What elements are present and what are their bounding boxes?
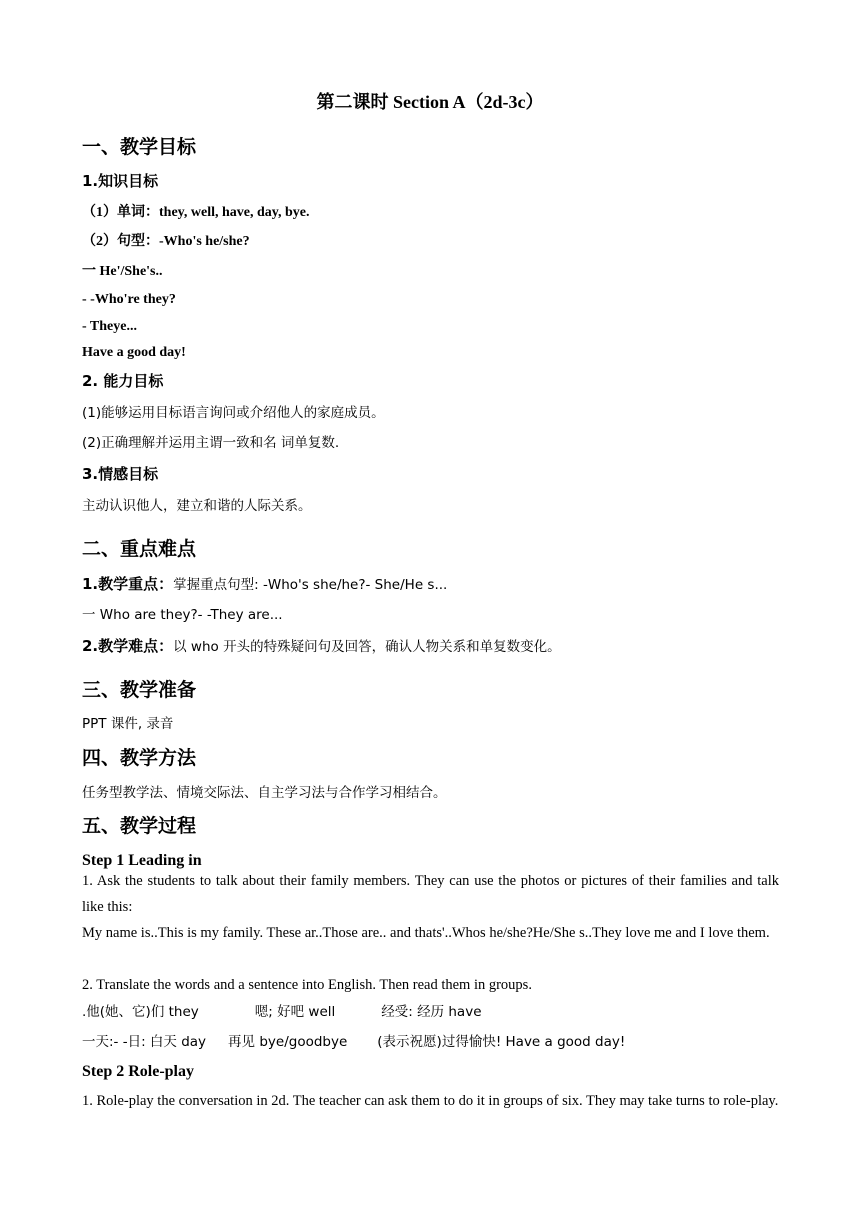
- vocab-row-2: [82, 1034, 625, 1050]
- difficulty-text: 以 who 开头的特殊疑问句及回答，确认人物关系和单复数变化。: [173, 639, 561, 655]
- vocab-day: 一天:- -日: 白天 day: [82, 1034, 207, 1050]
- step-2-paragraph-1: 1. Role-play the conversation in 2d. The teacher can ask them to do it in groups of six. They may take turns to role-play.: [82, 1093, 779, 1109]
- ability-objective-title: 2. 能力目标: [82, 372, 164, 390]
- methods-text: 任务型教学法、情境交际法、自主学习法与合作学习相结合。: [82, 785, 447, 801]
- step-1-paragraph-3: 2. Translate the words and a sentence into English. Then read them in groups.: [82, 977, 532, 993]
- difficulty-line: [82, 637, 561, 656]
- section-heading-methods: 四、教学方法: [82, 747, 197, 769]
- key-point-label: 1.教学重点：: [82, 575, 174, 593]
- section-heading-key-points: 二、重点难点: [82, 538, 197, 560]
- knowledge-line-6: Have a good day!: [82, 345, 186, 360]
- difficulty-label: 2.教学难点：: [82, 637, 174, 655]
- key-point-line-2: 一 Who are they?- -They are...: [82, 607, 283, 623]
- preparation-text: PPT 课件, 录音: [82, 716, 174, 732]
- knowledge-vocab-line: （1）单词：they, well, have, day, bye.: [82, 205, 310, 220]
- vocab-row-1: [82, 1004, 482, 1020]
- vocab-well: 嗯; 好吧 well: [254, 1004, 336, 1020]
- vocab-have: 经受: 经历 have: [381, 1004, 482, 1020]
- step-1-title: Step 1 Leading in: [82, 852, 202, 869]
- section-heading-process: 五、教学过程: [82, 815, 197, 837]
- emotion-objective-title: 3.情感目标: [82, 465, 159, 483]
- key-point-text: 掌握重点句型: -Who's she/he?- She/He s...: [173, 577, 448, 593]
- step-1-paragraph-1: 1. Ask the students to talk about their family members. They can use the photos or pictures of their families and talk like this:: [82, 873, 779, 915]
- page-title: 第二课时 Section A（2d-3c）: [316, 92, 544, 112]
- knowledge-line-4: - -Who're they?: [82, 292, 176, 307]
- section-heading-preparation: 三、教学准备: [82, 679, 197, 701]
- ability-line-1: (1)能够运用目标语言询问或介绍他人的家庭成员。: [82, 405, 385, 421]
- knowledge-sentence-line: （2）句型：-Who's he/she?: [82, 234, 250, 249]
- step-2-title: Step 2 Role-play: [82, 1063, 194, 1080]
- vocab-they: .他(她、它)们 they: [82, 1004, 199, 1020]
- knowledge-line-3: 一 He'/She's..: [82, 264, 163, 279]
- vocab-bye: 再见 bye/goodbye: [228, 1034, 348, 1050]
- knowledge-objective-title: 1.知识目标: [82, 172, 159, 190]
- vocab-good-day: (表示祝愿)过得愉快! Have a good day!: [377, 1034, 626, 1050]
- section-heading-objectives: 一、教学目标: [82, 136, 197, 158]
- emotion-line-1: 主动认识他人，建立和谐的人际关系。: [82, 498, 312, 514]
- key-point-line: [82, 575, 447, 594]
- ability-line-2: (2)正确理解并运用主谓一致和名 词单复数.: [82, 435, 340, 451]
- step-1-paragraph-2: My name is..This is my family. These ar..Those are.. and thats'..Whos he/she?He/She s..They love me and I love them.: [82, 925, 770, 941]
- knowledge-line-5: - Theye...: [82, 319, 137, 334]
